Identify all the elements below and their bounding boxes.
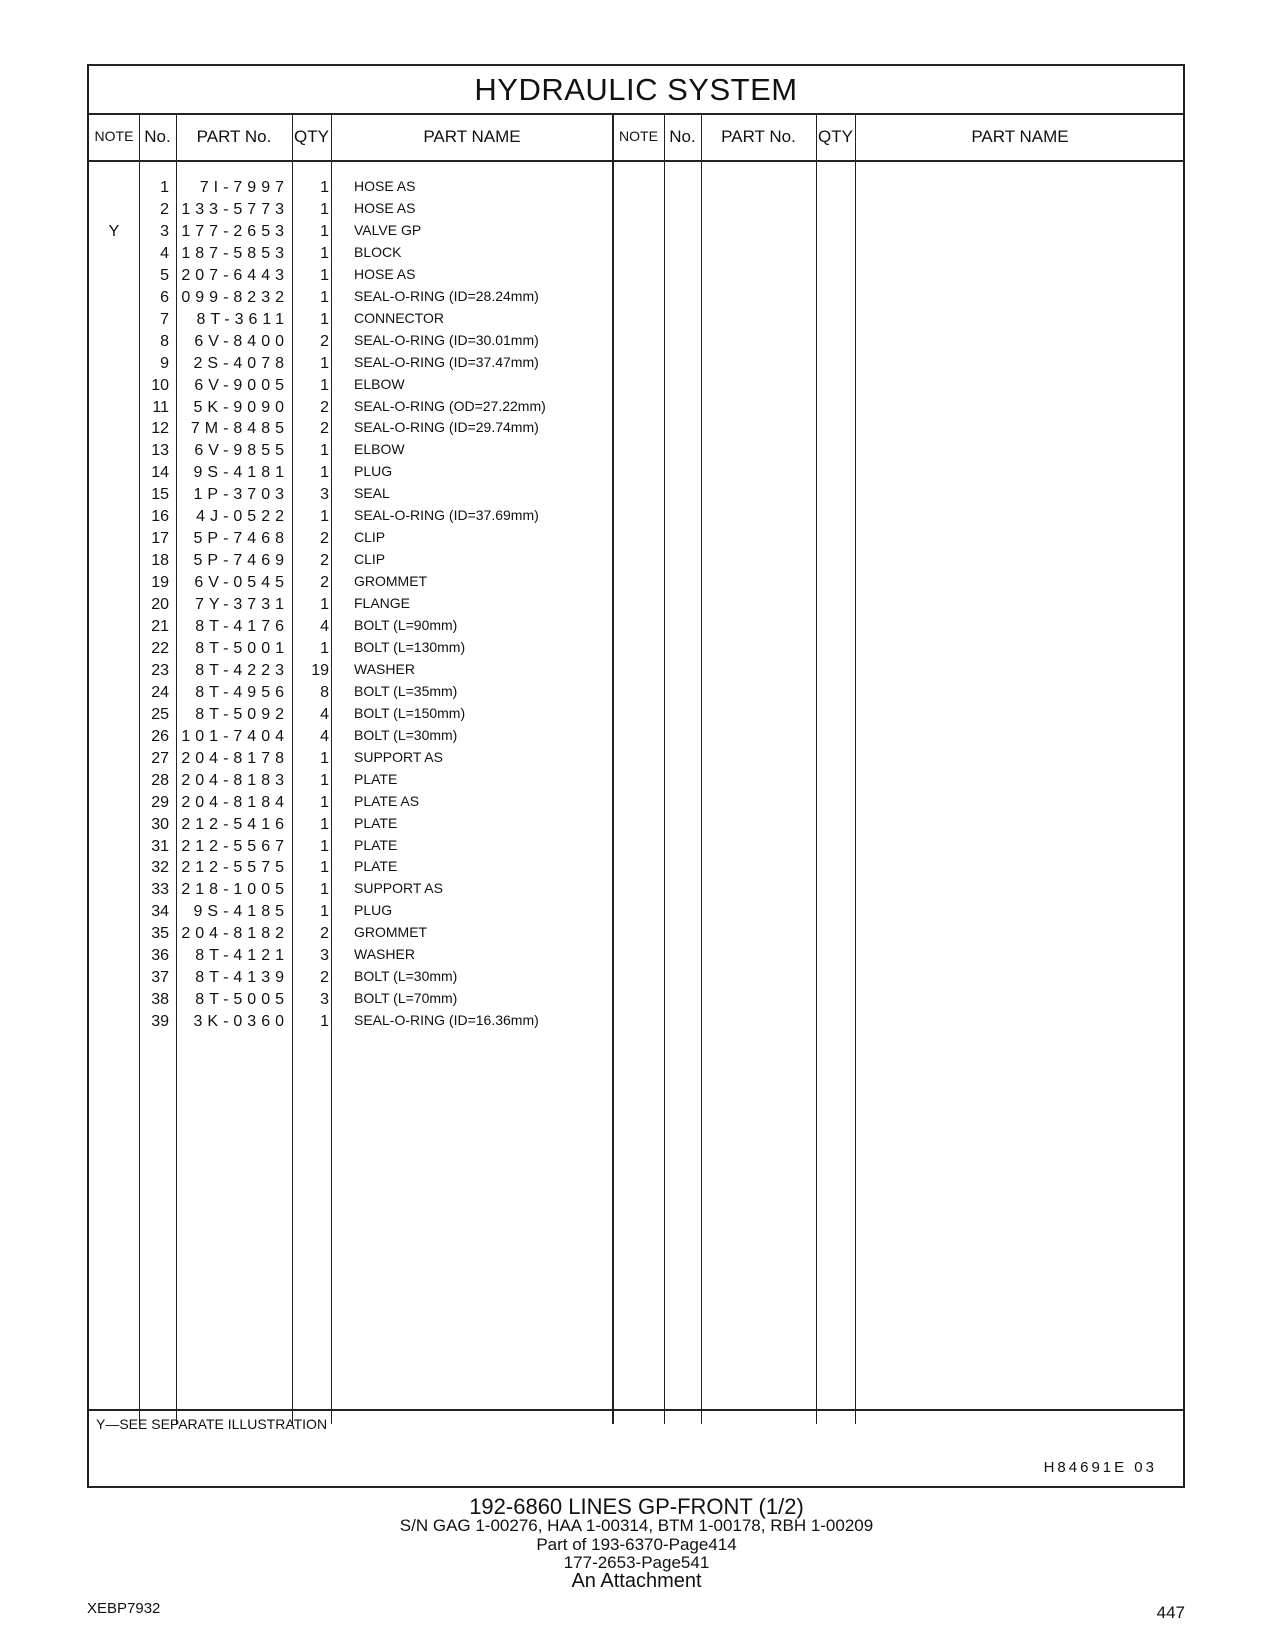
item-number-cell: 7 [160, 310, 169, 328]
part-number-cell: 6V-0545 [194, 574, 289, 592]
part-name-cell: PLUG [354, 463, 393, 480]
item-number-cell: 36 [151, 947, 169, 965]
part-name-cell: GROMMET [354, 924, 428, 941]
page-number: 447 [1156, 1603, 1185, 1622]
part-number-cell: 8T-4956 [195, 683, 289, 701]
part-name-cell: BOLT (L=130mm) [354, 638, 466, 655]
part-number-cell: 6V-8400 [194, 332, 289, 350]
quantity-cell: 1 [320, 793, 329, 811]
quantity-cell: 2 [320, 969, 329, 987]
header-no-right: No. [669, 127, 696, 146]
part-number-cell: 6V-9005 [194, 376, 289, 394]
part-name-cell: SEAL-O-RING (ID=37.69mm) [354, 507, 539, 524]
item-number-cell: 24 [151, 683, 169, 701]
item-number-cell: 28 [151, 771, 169, 789]
quantity-cell: 1 [320, 881, 329, 899]
quantity-cell: 19 [311, 661, 329, 679]
part-name-cell: ELBOW [354, 441, 405, 458]
table-row [89, 286, 1183, 309]
item-number-cell: 32 [151, 859, 169, 877]
part-name-cell: CONNECTOR [354, 309, 444, 326]
item-number-cell: 2 [160, 200, 169, 218]
quantity-cell: 2 [320, 925, 329, 943]
quantity-cell: 1 [320, 179, 329, 196]
table-row [89, 483, 1183, 506]
part-name-cell: PLATE [354, 836, 398, 853]
table-row [89, 659, 1183, 682]
parts-table [87, 64, 1185, 1488]
quantity-cell: 1 [320, 771, 329, 789]
part-name-cell: BOLT (L=30mm) [354, 968, 458, 985]
part-name-cell: PLATE [354, 858, 398, 875]
part-name-cell: SUPPORT AS [354, 748, 443, 765]
quantity-cell: 1 [320, 288, 329, 306]
part-number-cell: 212-5575 [181, 859, 289, 877]
part-number-cell: 8T-4121 [195, 947, 289, 965]
table-row [89, 747, 1183, 770]
part-name-cell: GROMMET [354, 573, 428, 590]
quantity-cell: 8 [320, 683, 329, 701]
part-number-cell: 7Y-3731 [194, 596, 289, 614]
item-number-cell: 16 [151, 508, 169, 526]
part-number-cell: 133-5773 [181, 200, 289, 218]
part-number-cell: 8T-5005 [195, 991, 289, 1009]
part-name-cell: BOLT (L=35mm) [354, 682, 458, 699]
table-row [89, 922, 1183, 945]
quantity-cell: 2 [320, 552, 329, 570]
item-number-cell: 27 [151, 749, 169, 767]
item-number-cell: 18 [151, 552, 169, 570]
header-part-name-right: PART NAME [971, 127, 1069, 146]
item-number-cell: 19 [151, 574, 169, 592]
item-number-cell: 25 [151, 705, 169, 723]
item-number-cell: 14 [151, 464, 169, 482]
item-number-cell: 21 [151, 618, 169, 635]
table-row [89, 417, 1183, 440]
page-title: HYDRAULIC SYSTEM [89, 66, 1183, 115]
part-number-cell: 5P-7468 [193, 530, 289, 548]
part-number-cell: 7M-8485 [190, 420, 289, 438]
quantity-cell: 1 [320, 508, 329, 526]
table-row [89, 439, 1183, 462]
table-row [89, 856, 1183, 879]
item-number-cell: 23 [151, 661, 169, 679]
part-number-cell: 9S-4185 [193, 903, 289, 921]
quantity-cell: 1 [320, 749, 329, 767]
caption-serial-numbers: S/N GAG 1-00276, HAA 1-00314, BTM 1-00178, RBH 1-00209 [399, 1516, 874, 1535]
table-row [89, 505, 1183, 528]
table-header [89, 113, 1183, 162]
quantity-cell: 4 [320, 705, 329, 723]
item-number-cell: 15 [151, 486, 169, 504]
part-number-cell: 7I-7997 [199, 179, 289, 196]
part-name-cell: SEAL-O-RING (OD=27.22mm) [354, 397, 546, 414]
quantity-cell: 3 [320, 947, 329, 965]
table-row [89, 791, 1183, 814]
quantity-cell: 4 [320, 618, 329, 635]
part-number-cell: 8T-5001 [195, 639, 289, 657]
part-number-cell: 101-7404 [181, 727, 289, 745]
part-number-cell: 204-8182 [181, 925, 289, 943]
item-number-cell: 35 [151, 925, 169, 943]
item-number-cell: 17 [151, 530, 169, 548]
part-number-cell: 5K-9090 [193, 398, 289, 416]
table-row [89, 988, 1183, 1011]
part-name-cell: BOLT (L=70mm) [354, 990, 458, 1007]
table-row [89, 220, 1183, 243]
part-number-cell: 212-5416 [181, 815, 289, 833]
caption-page-ref: 177-2653-Page541 [563, 1553, 710, 1572]
part-name-cell: PLATE [354, 814, 398, 831]
part-name-cell: SEAL-O-RING (ID=29.74mm) [354, 419, 539, 436]
part-name-cell: HOSE AS [354, 178, 416, 194]
item-number-cell: 38 [151, 991, 169, 1009]
item-number-cell: 22 [151, 639, 169, 657]
table-row [89, 527, 1183, 550]
part-name-cell: BOLT (L=90mm) [354, 617, 458, 633]
quantity-cell: 1 [320, 244, 329, 262]
part-number-cell: 4J-0522 [196, 508, 289, 526]
item-number-cell: 12 [151, 420, 169, 438]
item-number-cell: 11 [152, 398, 169, 416]
part-name-cell: HOSE AS [354, 199, 416, 216]
item-number-cell: 34 [151, 903, 169, 921]
quantity-cell: 1 [320, 442, 329, 460]
part-name-cell: PLATE AS [354, 792, 420, 809]
table-row [89, 615, 1183, 638]
quantity-cell: 1 [320, 815, 329, 833]
part-name-cell: BLOCK [354, 243, 402, 260]
table-row [89, 703, 1183, 726]
quantity-cell: 1 [320, 310, 329, 328]
quantity-cell: 1 [320, 639, 329, 657]
table-row [89, 264, 1183, 287]
quantity-cell: 1 [320, 464, 329, 482]
item-number-cell: 9 [160, 354, 169, 372]
part-number-cell: 8T-4139 [195, 969, 289, 987]
item-number-cell: 4 [160, 244, 169, 262]
item-number-cell: 39 [151, 1013, 169, 1031]
item-number-cell: 30 [151, 815, 169, 833]
item-number-cell: 1 [160, 179, 169, 196]
quantity-cell: 1 [320, 596, 329, 614]
header-qty-right: QTY [818, 127, 853, 146]
part-number-cell: 099-8232 [181, 288, 289, 306]
quantity-cell: 1 [320, 837, 329, 855]
note-cell: Y [108, 222, 120, 240]
table-row [89, 813, 1183, 836]
part-number-cell: 204-8184 [181, 793, 289, 811]
part-name-cell: SEAL-O-RING (ID=28.24mm) [354, 287, 539, 304]
table-row [89, 900, 1183, 923]
table-row [89, 374, 1183, 397]
item-number-cell: 10 [151, 376, 169, 394]
part-number-cell: 9S-4181 [193, 464, 289, 482]
part-name-cell: SEAL-O-RING (ID=30.01mm) [354, 331, 539, 348]
part-name-cell: VALVE GP [354, 221, 422, 238]
item-number-cell: 26 [151, 727, 169, 745]
quantity-cell: 3 [320, 991, 329, 1009]
header-note-right: NOTE [619, 128, 658, 144]
table-row [89, 330, 1183, 353]
part-number-cell: 207-6443 [181, 266, 289, 284]
quantity-cell: 1 [320, 1013, 329, 1031]
caption-group-title: 192-6860 LINES GP-FRONT (1/2) [469, 1494, 804, 1519]
part-number-cell: 6V-9855 [194, 442, 289, 460]
part-name-cell: BOLT (L=30mm) [354, 726, 458, 743]
item-number-cell: 37 [151, 969, 169, 987]
part-number-cell: 2S-4078 [193, 354, 289, 372]
table-row [89, 835, 1183, 858]
table-row [89, 176, 1183, 199]
table-row [89, 571, 1183, 594]
header-part-no: PART No. [196, 127, 272, 146]
footer-divider [89, 1409, 1183, 1411]
part-number-cell: 212-5567 [181, 837, 289, 855]
part-number-cell: 204-8178 [181, 749, 289, 767]
part-number-cell: 5P-7469 [193, 552, 289, 570]
item-number-cell: 3 [160, 222, 169, 240]
part-name-cell: FLANGE [354, 595, 411, 612]
item-number-cell: 33 [151, 881, 169, 899]
table-row [89, 549, 1183, 572]
table-row [89, 944, 1183, 967]
footnote: Y—SEE SEPARATE ILLUSTRATION [96, 1416, 328, 1432]
quantity-cell: 2 [320, 398, 329, 416]
quantity-cell: 1 [320, 222, 329, 240]
table-row [89, 242, 1183, 265]
quantity-cell: 1 [320, 200, 329, 218]
part-name-cell: SEAL-O-RING (ID=37.47mm) [354, 353, 539, 370]
item-number-cell: 6 [160, 288, 169, 306]
table-row [89, 1010, 1183, 1033]
quantity-cell: 1 [320, 266, 329, 284]
document-id: XEBP7932 [87, 1600, 161, 1617]
header-part-name: PART NAME [423, 127, 521, 146]
part-number-cell: 204-8183 [181, 771, 289, 789]
part-name-cell: CLIP [354, 529, 386, 546]
part-name-cell: BOLT (L=150mm) [354, 704, 466, 721]
table-row [89, 308, 1183, 331]
part-name-cell: SEAL [354, 485, 390, 502]
quantity-cell: 1 [320, 354, 329, 372]
table-row [89, 396, 1183, 419]
quantity-cell: 1 [320, 859, 329, 877]
part-name-cell: CLIP [354, 551, 386, 568]
table-row [89, 769, 1183, 792]
part-number-cell: 3K-0360 [193, 1013, 289, 1031]
quantity-cell: 4 [320, 727, 329, 745]
table-row [89, 637, 1183, 660]
header-note: NOTE [94, 128, 134, 144]
part-name-cell: HOSE AS [354, 265, 416, 282]
table-row [89, 593, 1183, 616]
part-number-cell: 218-1005 [181, 881, 289, 899]
item-number-cell: 29 [151, 793, 169, 811]
part-number-cell: 187-5853 [181, 244, 289, 262]
part-number-cell: 8T-3611 [196, 310, 289, 328]
part-name-cell: PLUG [354, 902, 393, 919]
caption-part-of: Part of 193-6370-Page414 [536, 1535, 737, 1554]
table-row [89, 198, 1183, 221]
part-number-cell: 1P-3703 [193, 486, 289, 504]
quantity-cell: 2 [320, 420, 329, 438]
part-number-cell: 8T-5092 [195, 705, 289, 723]
part-name-cell: SEAL-O-RING (ID=16.36mm) [354, 1012, 539, 1029]
item-number-cell: 8 [160, 332, 169, 350]
part-name-cell: WASHER [354, 660, 415, 677]
header-no: No. [144, 127, 171, 146]
part-number-cell: 8T-4223 [195, 661, 289, 679]
quantity-cell: 2 [320, 530, 329, 548]
table-row [89, 966, 1183, 989]
part-number-cell: 8T-4176 [195, 618, 289, 635]
table-row [89, 681, 1183, 704]
item-number-cell: 20 [151, 596, 169, 614]
table-row [89, 352, 1183, 375]
quantity-cell: 2 [320, 332, 329, 350]
item-number-cell: 13 [151, 442, 169, 460]
part-name-cell: WASHER [354, 946, 415, 963]
caption-attachment: An Attachment [571, 1570, 702, 1592]
quantity-cell: 1 [320, 376, 329, 394]
table-row [89, 878, 1183, 901]
quantity-cell: 1 [320, 903, 329, 921]
part-name-cell: ELBOW [354, 375, 405, 392]
item-number-cell: 31 [151, 837, 169, 855]
header-qty: QTY [294, 127, 329, 146]
reference-code: H84691E 03 [1043, 1459, 1157, 1476]
quantity-cell: 2 [320, 574, 329, 592]
quantity-cell: 3 [320, 486, 329, 504]
item-number-cell: 5 [160, 266, 169, 284]
part-name-cell: PLATE [354, 770, 398, 787]
part-number-cell: 177-2653 [181, 222, 289, 240]
table-row [89, 461, 1183, 484]
table-row [89, 725, 1183, 748]
part-name-cell: SUPPORT AS [354, 880, 443, 897]
header-part-no-right: PART No. [721, 127, 796, 146]
